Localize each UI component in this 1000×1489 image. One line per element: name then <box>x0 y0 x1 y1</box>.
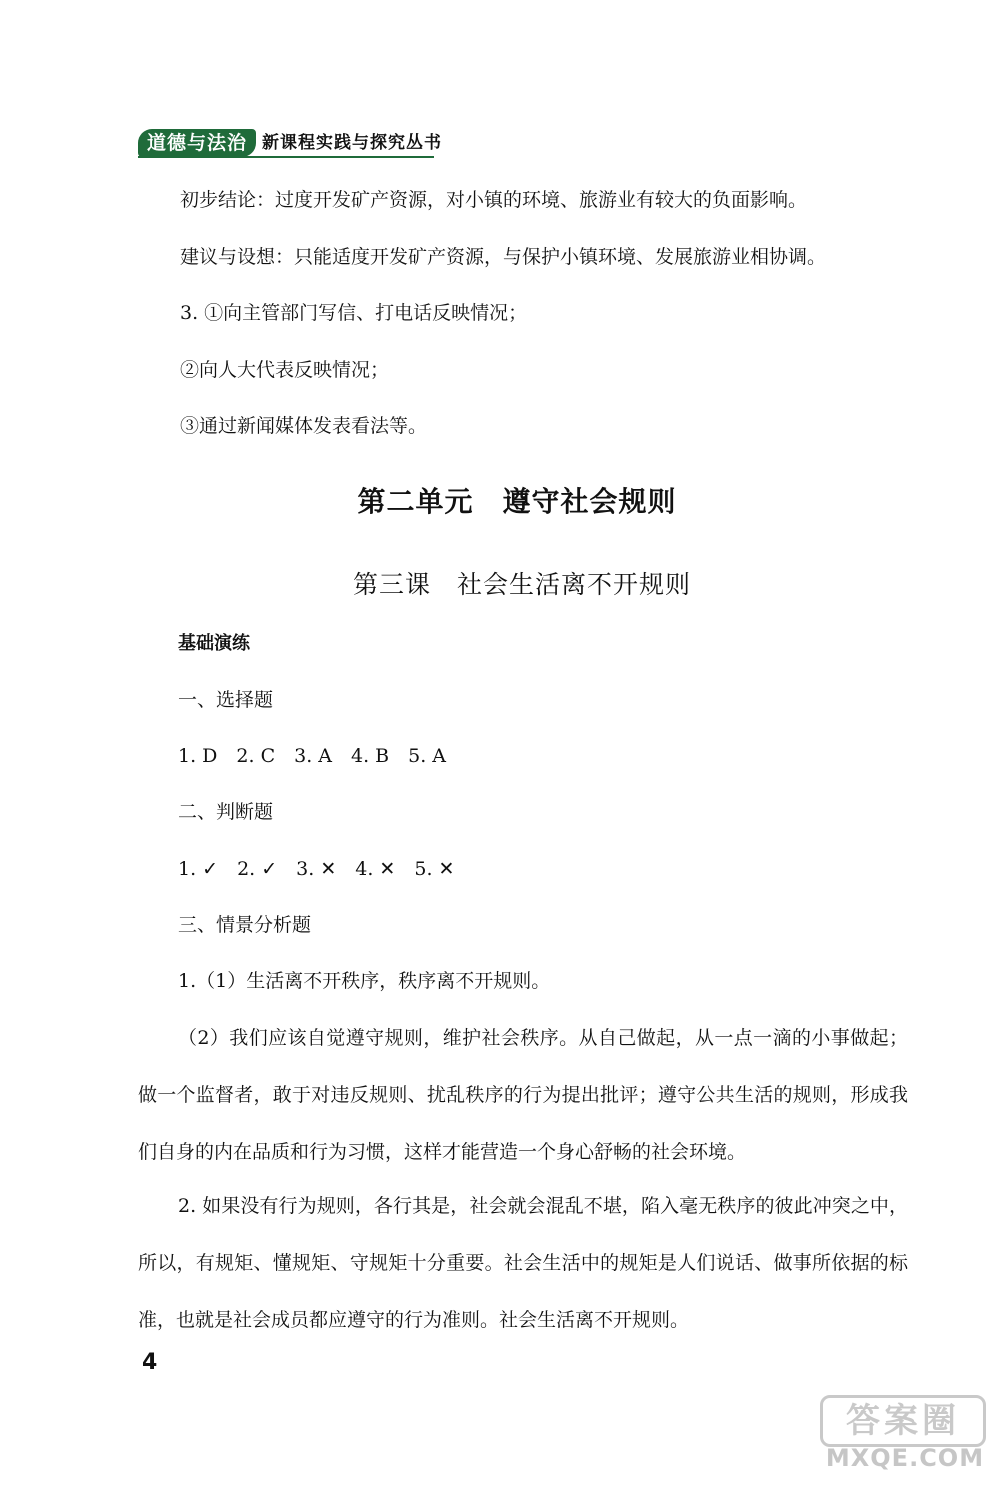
choice-heading: 一、选择题 <box>178 689 274 711</box>
answer-3-line-2: ②向人大代表反映情况； <box>180 359 390 381</box>
series-badge: 道德与法治 <box>138 129 256 157</box>
watermark-logo: 答案圈 <box>820 1395 986 1447</box>
header-divider <box>138 156 434 158</box>
conclusion-line: 初步结论：过度开发矿产资源，对小镇的环境、旅游业有较大的负面影响。 <box>180 189 808 211</box>
answer-3-line-1: 3. ①向主管部门写信、打电话反映情况； <box>180 302 528 324</box>
lesson-title: 第三课 社会生活离不开规则 <box>352 570 691 599</box>
answer-3-line-3: ③通过新闻媒体发表看法等。 <box>180 415 428 437</box>
choice-answers: 1. D 2. C 3. A 4. B 5. A <box>178 745 447 767</box>
series-title: 新课程实践与探究丛书 <box>262 133 442 153</box>
judge-answers: 1. ✓ 2. ✓ 3. ✕ 4. ✕ 5. ✕ <box>178 858 455 880</box>
analysis-item-2: （2）我们应该自觉遵守规则，维护社会秩序。从自己做起，从一点一滴的小事做起；做一个监督者，敢于对违反规则、扰乱秩序的行为提出批评；遵守公共生活的规则，形成我们自身的内在品质和行为习惯，这样才能营造一个身心舒畅的社会环境。 <box>138 1027 908 1163</box>
analysis-heading: 三、情景分析题 <box>178 914 312 936</box>
page-number: 4 <box>142 1350 158 1375</box>
unit-title: 第二单元 遵守社会规则 <box>357 485 677 518</box>
suggestion-line: 建议与设想：只能适度开发矿产资源，与保护小镇环境、发展旅游业相协调。 <box>180 246 827 268</box>
judge-heading: 二、判断题 <box>178 801 274 823</box>
analysis-item-1: 1.（1）生活离不开秩序，秩序离不开规则。 <box>178 970 551 992</box>
watermark-url: MXQE.COM <box>825 1444 985 1472</box>
section-title: 基础演练 <box>178 633 250 654</box>
analysis-item-3: 2. 如果没有行为规则，各行其是，社会就会混乱不堪，陷入毫无秩序的彼此冲突之中，所以，有规矩、懂规矩、守规矩十分重要。社会生活中的规矩是人们说话、做事所依据的标准，也就是社会成员都应遵守的行为准则。社会生活离不开规则。 <box>138 1195 908 1331</box>
